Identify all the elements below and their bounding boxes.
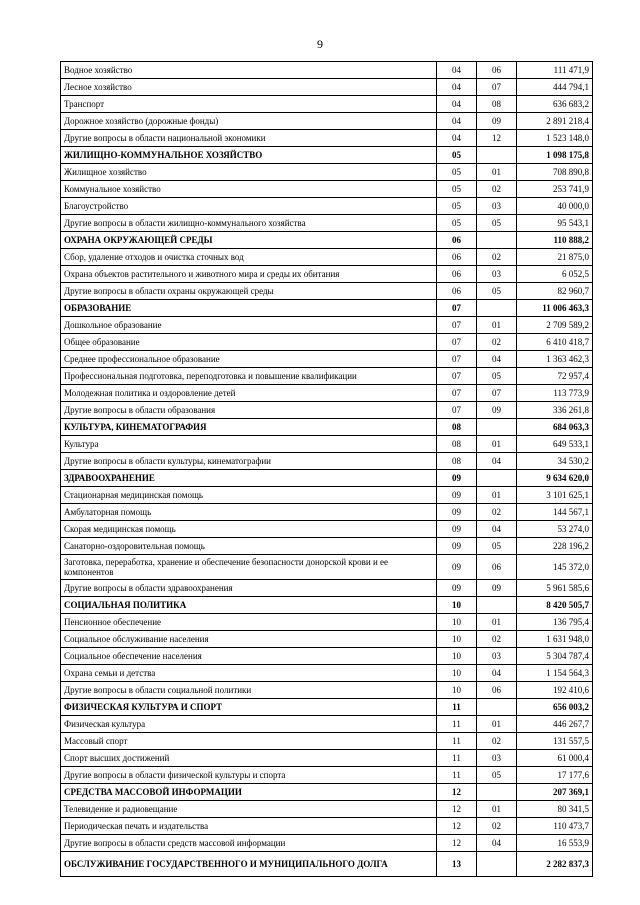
row-subsection-code [477,784,517,801]
row-subsection-code: 12 [477,130,517,147]
row-amount: 1 523 148,0 [517,130,593,147]
row-amount: 9 634 620,0 [517,470,593,487]
row-section-code: 04 [437,62,477,79]
section-header-row [61,147,593,164]
row-name: Периодическая печать и издательства [61,818,437,835]
row-section-code: 07 [437,300,477,317]
table-row [61,402,593,419]
row-subsection-code: 05 [477,368,517,385]
table-row [61,130,593,147]
table-row [61,538,593,555]
row-amount: 656 003,2 [517,699,593,716]
row-name: Транспорт [61,96,437,113]
row-amount: 6 052,5 [517,266,593,283]
table-row [61,665,593,682]
table-row [61,716,593,733]
row-name: Другие вопросы в области средств массовой информации [61,835,437,852]
row-subsection-code: 04 [477,835,517,852]
row-section-code: 05 [437,147,477,164]
table-row [61,266,593,283]
row-section-code: 09 [437,580,477,597]
row-subsection-code [477,300,517,317]
row-section-code: 06 [437,232,477,249]
section-header-row [61,852,593,877]
row-name: Другие вопросы в области образования [61,402,437,419]
row-amount: 2 709 589,2 [517,317,593,334]
row-section-code: 06 [437,266,477,283]
row-section-code: 09 [437,521,477,538]
row-amount: 110 888,2 [517,232,593,249]
row-name: Сбор, удаление отходов и очистка сточных вод [61,249,437,266]
row-section-code: 09 [437,487,477,504]
row-section-code: 06 [437,283,477,300]
row-amount: 649 533,1 [517,436,593,453]
row-section-code: 10 [437,597,477,614]
table-row [61,733,593,750]
table-row [61,283,593,300]
row-subsection-code [477,699,517,716]
row-subsection-code: 01 [477,436,517,453]
row-amount: 5 304 787,4 [517,648,593,665]
row-amount: 1 363 462,3 [517,351,593,368]
row-amount: 95 543,1 [517,215,593,232]
row-section-code: 08 [437,436,477,453]
row-name: Молодежная политика и оздоровление детей [61,385,437,402]
section-header-row [61,699,593,716]
row-section-code: 05 [437,198,477,215]
row-section-code: 09 [437,504,477,521]
table-row [61,249,593,266]
table-row [61,750,593,767]
row-amount: 2 282 837,3 [517,852,593,877]
row-name: Культура [61,436,437,453]
row-name: Водное хозяйство [61,62,437,79]
section-header-row [61,784,593,801]
row-name: ЗДРАВООХРАНЕНИЕ [61,470,437,487]
row-name: Заготовка, переработка, хранение и обеспечение безопасности донорской крови и ее компонентов [61,555,437,580]
row-subsection-code: 02 [477,334,517,351]
table-row [61,555,593,580]
row-subsection-code: 07 [477,385,517,402]
row-amount: 11 006 463,3 [517,300,593,317]
row-subsection-code: 07 [477,79,517,96]
row-section-code: 10 [437,648,477,665]
row-section-code: 10 [437,614,477,631]
row-name: ОБСЛУЖИВАНИЕ ГОСУДАРСТВЕННОГО И МУНИЦИПАЛЬНОГО ДОЛГА [61,852,437,877]
row-name: Социальное обслуживание населения [61,631,437,648]
table-row [61,835,593,852]
row-amount: 636 683,2 [517,96,593,113]
row-section-code: 10 [437,665,477,682]
row-amount: 131 557,5 [517,733,593,750]
section-header-row [61,597,593,614]
row-name: Профессиональная подготовка, переподготовка и повышение квалификации [61,368,437,385]
table-row [61,767,593,784]
row-amount: 2 891 218,4 [517,113,593,130]
row-section-code: 11 [437,716,477,733]
row-name: Другие вопросы в области охраны окружающей среды [61,283,437,300]
row-amount: 684 063,3 [517,419,593,436]
row-name: Другие вопросы в области здравоохранения [61,580,437,597]
row-subsection-code [477,147,517,164]
row-subsection-code: 09 [477,580,517,597]
row-amount: 110 473,7 [517,818,593,835]
budget-table [60,61,593,877]
row-amount: 8 420 505,7 [517,597,593,614]
row-name: Скорая медицинская помощь [61,521,437,538]
row-subsection-code: 05 [477,538,517,555]
row-name: КУЛЬТУРА, КИНЕМАТОГРАФИЯ [61,419,437,436]
table-row [61,521,593,538]
row-section-code: 12 [437,801,477,818]
row-name: Охрана объектов растительного и животного мира и среды их обитания [61,266,437,283]
row-name: Пенсионное обеспечение [61,614,437,631]
row-name: Другие вопросы в области социальной политики [61,682,437,699]
row-subsection-code: 03 [477,198,517,215]
row-name: Другие вопросы в области физической культуры и спорта [61,767,437,784]
row-amount: 80 341,5 [517,801,593,818]
row-section-code: 05 [437,215,477,232]
row-name: Лесное хозяйство [61,79,437,96]
row-subsection-code: 02 [477,818,517,835]
table-row [61,198,593,215]
row-section-code: 08 [437,453,477,470]
row-name: Другие вопросы в области национальной экономики [61,130,437,147]
row-amount: 3 101 625,1 [517,487,593,504]
row-section-code: 04 [437,113,477,130]
row-name: Среднее профессиональное образование [61,351,437,368]
row-amount: 136 795,4 [517,614,593,631]
row-subsection-code: 04 [477,351,517,368]
row-subsection-code [477,232,517,249]
row-subsection-code: 06 [477,62,517,79]
row-amount: 144 567,1 [517,504,593,521]
row-name: СОЦИАЛЬНАЯ ПОЛИТИКА [61,597,437,614]
row-name: Санаторно-оздоровительная помощь [61,538,437,555]
row-subsection-code: 01 [477,801,517,818]
row-subsection-code: 03 [477,648,517,665]
row-section-code: 11 [437,767,477,784]
row-name: Спорт высших достижений [61,750,437,767]
row-subsection-code: 06 [477,682,517,699]
row-name: Общее образование [61,334,437,351]
row-section-code: 13 [437,852,477,877]
row-name: Другие вопросы в области жилищно-коммунального хозяйства [61,215,437,232]
row-subsection-code: 05 [477,215,517,232]
row-subsection-code: 06 [477,555,517,580]
section-header-row [61,470,593,487]
row-subsection-code: 01 [477,614,517,631]
row-section-code: 09 [437,555,477,580]
row-section-code: 11 [437,750,477,767]
row-name: Амбулаторная помощь [61,504,437,521]
row-amount: 21 875,0 [517,249,593,266]
row-subsection-code: 05 [477,767,517,784]
table-row [61,801,593,818]
row-amount: 207 369,1 [517,784,593,801]
row-section-code: 12 [437,818,477,835]
section-header-row [61,300,593,317]
row-name: Охрана семьи и детства [61,665,437,682]
row-name: Стационарная медицинская помощь [61,487,437,504]
table-row [61,487,593,504]
row-subsection-code: 01 [477,716,517,733]
row-section-code: 07 [437,317,477,334]
row-section-code: 07 [437,351,477,368]
row-subsection-code: 03 [477,266,517,283]
table-row [61,96,593,113]
table-row [61,351,593,368]
row-section-code: 12 [437,784,477,801]
row-subsection-code: 01 [477,164,517,181]
table-row [61,215,593,232]
row-subsection-code [477,419,517,436]
row-name: Физическая культура [61,716,437,733]
row-section-code: 07 [437,368,477,385]
section-header-row [61,232,593,249]
row-subsection-code: 04 [477,453,517,470]
table-row [61,62,593,79]
row-name: Социальное обеспечение населения [61,648,437,665]
row-section-code: 07 [437,334,477,351]
row-amount: 228 196,2 [517,538,593,555]
row-section-code: 05 [437,181,477,198]
row-subsection-code: 03 [477,750,517,767]
row-subsection-code [477,597,517,614]
row-name: Коммунальное хозяйство [61,181,437,198]
row-section-code: 05 [437,164,477,181]
row-subsection-code: 01 [477,317,517,334]
row-amount: 253 741,9 [517,181,593,198]
row-name: ОХРАНА ОКРУЖАЮЩЕЙ СРЕДЫ [61,232,437,249]
row-subsection-code: 01 [477,487,517,504]
row-name: ЖИЛИЩНО-КОММУНАЛЬНОЕ ХОЗЯЙСТВО [61,147,437,164]
row-section-code: 04 [437,79,477,96]
row-subsection-code: 02 [477,249,517,266]
row-name: Телевидение и радиовещание [61,801,437,818]
row-section-code: 07 [437,385,477,402]
row-amount: 1 154 564,3 [517,665,593,682]
table-row [61,317,593,334]
row-name: ФИЗИЧЕСКАЯ КУЛЬТУРА И СПОРТ [61,699,437,716]
table-row [61,504,593,521]
table-row [61,181,593,198]
row-amount: 444 794,1 [517,79,593,96]
row-subsection-code [477,852,517,877]
row-section-code: 12 [437,835,477,852]
row-amount: 708 890,8 [517,164,593,181]
row-name: Жилищное хозяйство [61,164,437,181]
row-name: ОБРАЗОВАНИЕ [61,300,437,317]
row-amount: 113 773,9 [517,385,593,402]
row-subsection-code: 02 [477,733,517,750]
table-row [61,818,593,835]
row-section-code: 10 [437,631,477,648]
row-section-code: 10 [437,682,477,699]
table-row [61,682,593,699]
row-amount: 1 631 948,0 [517,631,593,648]
row-amount: 72 957,4 [517,368,593,385]
row-section-code: 09 [437,470,477,487]
row-section-code: 06 [437,249,477,266]
row-amount: 336 261,8 [517,402,593,419]
row-amount: 6 410 418,7 [517,334,593,351]
row-amount: 16 553,9 [517,835,593,852]
row-section-code: 11 [437,699,477,716]
row-subsection-code: 04 [477,665,517,682]
row-amount: 82 960,7 [517,283,593,300]
table-row [61,453,593,470]
row-amount: 192 410,6 [517,682,593,699]
row-section-code: 04 [437,96,477,113]
row-subsection-code: 02 [477,631,517,648]
row-amount: 34 530,2 [517,453,593,470]
page-number: 9 [317,37,323,51]
table-row [61,113,593,130]
table-row [61,334,593,351]
row-name: Дошкольное образование [61,317,437,334]
row-section-code: 07 [437,402,477,419]
row-name: Другие вопросы в области культуры, кинематографии [61,453,437,470]
row-section-code: 11 [437,733,477,750]
table-row [61,631,593,648]
row-name: Благоустройство [61,198,437,215]
row-amount: 111 471,9 [517,62,593,79]
row-subsection-code: 09 [477,402,517,419]
row-name: Массовый спорт [61,733,437,750]
row-subsection-code: 05 [477,283,517,300]
row-section-code: 09 [437,538,477,555]
table-row [61,436,593,453]
row-subsection-code: 04 [477,521,517,538]
row-subsection-code: 02 [477,181,517,198]
table-row [61,164,593,181]
row-amount: 1 098 175,8 [517,147,593,164]
row-name: Дорожное хозяйство (дорожные фонды) [61,113,437,130]
row-amount: 40 000,0 [517,198,593,215]
row-subsection-code: 02 [477,504,517,521]
row-name: СРЕДСТВА МАССОВОЙ ИНФОРМАЦИИ [61,784,437,801]
budget-table-body [61,62,593,877]
section-header-row [61,419,593,436]
table-row [61,614,593,631]
row-subsection-code [477,470,517,487]
row-section-code: 08 [437,419,477,436]
row-amount: 17 177,6 [517,767,593,784]
row-amount: 446 267,7 [517,716,593,733]
row-subsection-code: 09 [477,113,517,130]
row-section-code: 04 [437,130,477,147]
table-row [61,385,593,402]
row-subsection-code: 08 [477,96,517,113]
table-row [61,79,593,96]
row-amount: 5 961 585,6 [517,580,593,597]
row-amount: 53 274,0 [517,521,593,538]
table-row [61,368,593,385]
row-amount: 145 372,0 [517,555,593,580]
table-row [61,648,593,665]
row-amount: 61 000,4 [517,750,593,767]
table-row [61,580,593,597]
